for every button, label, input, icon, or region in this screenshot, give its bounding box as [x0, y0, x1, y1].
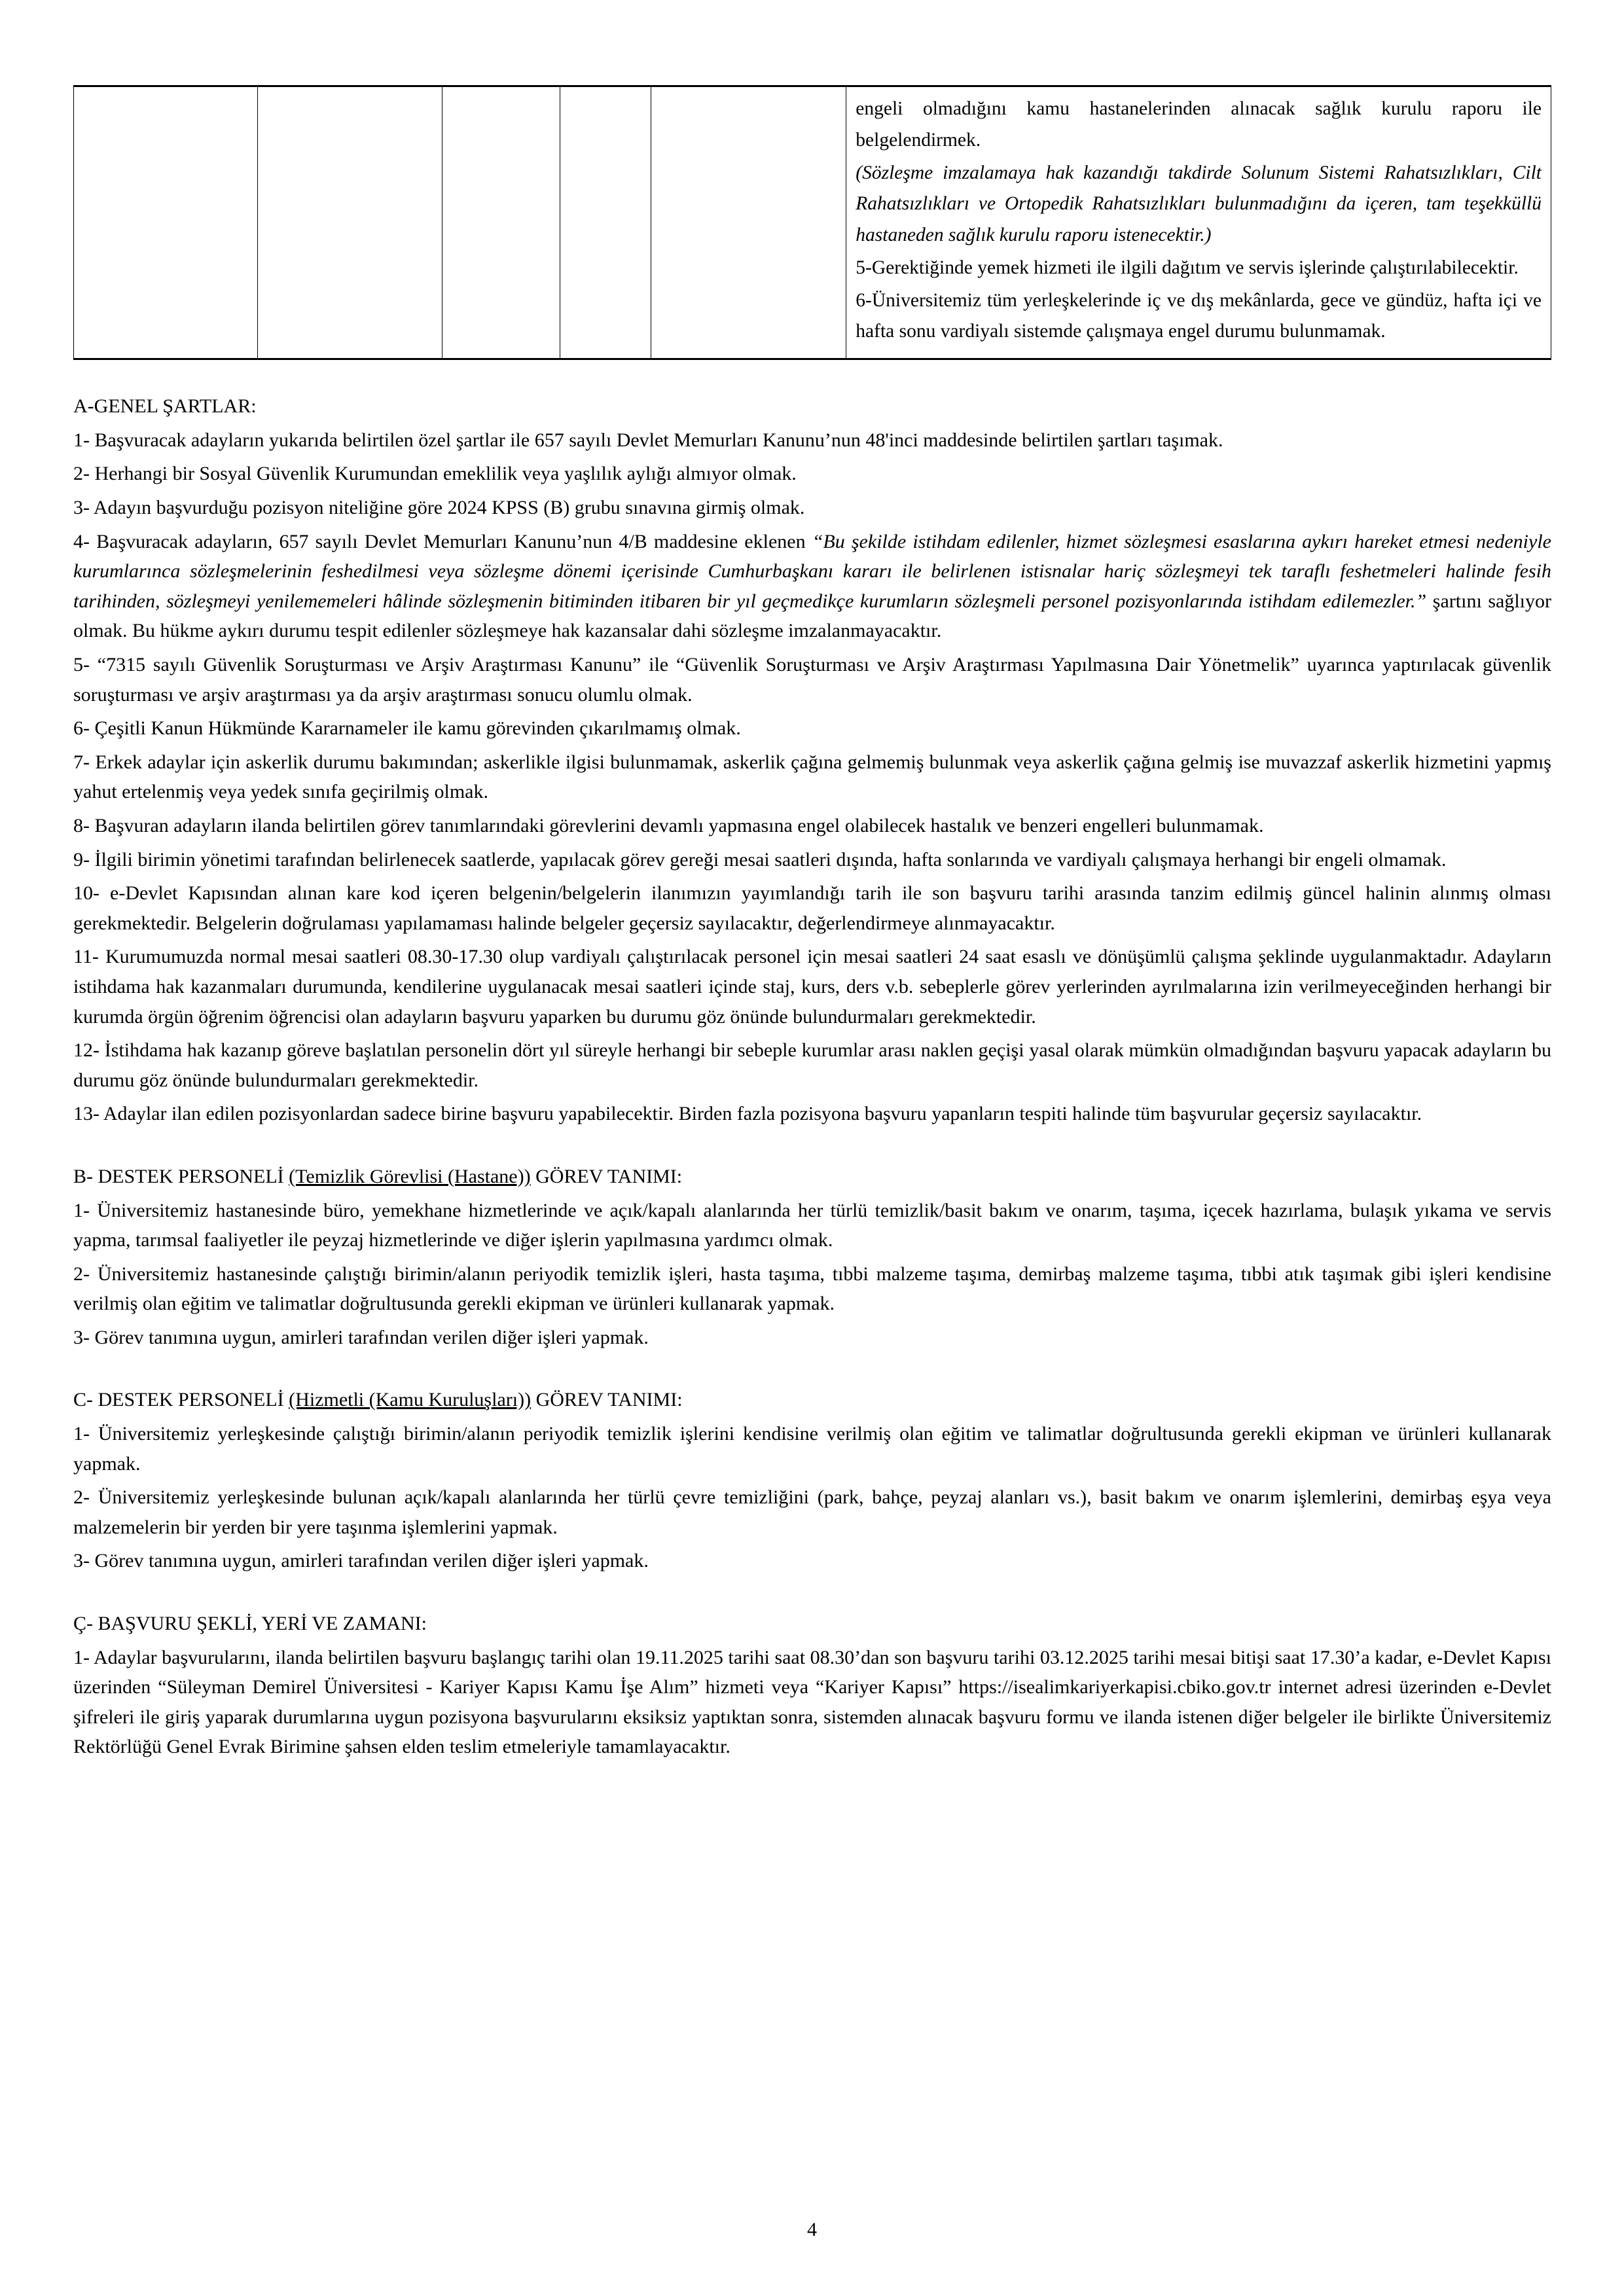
special-conditions-table — [73, 85, 1551, 360]
section-b-heading-underlined: (Temizlik Görevlisi (Hastane)) — [289, 1165, 531, 1187]
section-c-cedilla-heading: Ç- BAŞVURU ŞEKLİ, YERİ VE ZAMANI: — [73, 1613, 427, 1635]
page-number: 4 — [807, 2219, 817, 2240]
section-c-item-2: 2- Üniversitemiz yerleşkesinde bulunan açık/kapalı alanlarında her türlü çevre temizliğini (park, bahçe, peyzaj alanları vs.), basit bakım ve onarım işlemlerini, demirbaş eşya veya malzemelerin bir yerden bir yere taşınma işlemlerini yapmak. — [73, 1486, 1551, 1538]
section-b-item-2: 2- Üniversitemiz hastanesinde çalıştığı birimin/alanın periyodik temizlik işleri, hasta taşıma, tıbbi malzeme taşıma, demirbaş malzeme taşıma, tıbbi atık taşımak gibi işleri kendisine verilmiş olan eğitim ve talimatlar doğrultusunda gerekli ekipman ve ürünleri kullanarak yapmak. — [73, 1263, 1551, 1315]
table-cell-paragraph-2: (Sözleşme imzalamaya hak kazandığı takdirde Solunum Sistemi Rahatsızlıkları, Cilt Rahatsızlıkları ve Ortopedik Rahatsızlıkları bulunmadığını da içeren, tam teşekküllü hastaneden sağlık kurulu raporu istenecektir.) — [856, 162, 1542, 246]
section-b-heading — [73, 1162, 1551, 1192]
section-a-item-8: 8- Başvuran adayların ilanda belirtilen görev tanımlarındaki görevlerini devamlı yapmasına engel olabilecek hastalık ve benzeri engelleri bulunmamak. — [73, 814, 1264, 836]
table-cell-col4 — [560, 86, 651, 359]
section-c-item-3: 3- Görev tanımına uygun, amirleri tarafından verilen diğer işleri yapmak. — [73, 1550, 649, 1572]
table-cell-paragraph-1: engeli olmadığını kamu hastanelerinden alınacak sağlık kurulu raporu ile belgelendirmek. — [856, 98, 1542, 151]
page-content — [73, 85, 1551, 1766]
section-a-item-4-quote: “Bu şekilde istihdam edilenler, hizmet sözleşmesi esaslarına aykırı hareket etmesi nedeniyle kurumlarınca sözleşmelerinin feshedilmesi veya sözleşme dönemi içerisinde Cumhurbaşkanı kararı ile belirlenen istisnalar hariç sözleşmeyi tek taraflı feshetmeleri halinde fesih tarihinden, sözleşmeyi yenilememeleri hâlinde sözleşmenin bitiminden itibaren bir yıl geçmedikçe kurumların sözleşmeli personel pozisyonlarında istihdam edilemezler.” — [73, 530, 1551, 612]
section-b-heading-prefix: B- DESTEK PERSONELİ — [73, 1165, 289, 1187]
section-a-item-4-prefix: 4- Başvuracak adayların, 657 sayılı Devlet Memurları Kanunu’nun 4/B maddesine eklenen — [73, 530, 812, 552]
section-a-item-9: 9- İlgili birimin yönetimi tarafından belirlenecek saatlerde, yapılacak görev gereği mesai saatleri dışında, hafta sonlarında ve vardiyalı çalışmaya herhangi bir engeli olmamak. — [73, 848, 1447, 870]
section-c-heading — [73, 1385, 1551, 1415]
table-cell-paragraph-4: 6-Üniversitemiz tüm yerleşkelerinde iç ve dış mekânlarda, gece ve gündüz, hafta içi ve hafta sonu vardiyalı sistemde çalışmaya engel durumu bulunmamak. — [856, 289, 1542, 342]
section-c-cedilla-item-1: 1- Adaylar başvurularını, ilanda belirtilen başvuru başlangıç tarihi olan 19.11.2025 tarihi saat 08.30’dan son başvuru tarihi 03.12.2025 tarihi mesai bitişi saat 17.30’a kadar, e-Devlet Kapısı üzerinden “Süleyman Demirel Üniversitesi - Kariyer Kapısı Kamu İşe Alım” hizmeti veya “Kariyer Kapısı” https://isealimkariyerkapisi.cbiko.gov.tr internet adresi üzerinden e-Devlet şifreleri ile giriş yaparak durumlarına uygun pozisyona başvurularını eksiksiz yaptıktan sonra, sistemden alınacak başvuru formu ve ilanda istenen diğer belgeler ile birlikte Üniversitemiz Rektörlüğü Genel Evrak Birimine şahsen elden teslim etmeleriyle tamamlayacaktır. — [73, 1646, 1551, 1758]
section-b-heading-suffix: GÖREV TANIMI: — [530, 1165, 683, 1187]
section-a-item-7: 7- Erkek adaylar için askerlik durumu bakımından; askerlikle ilgisi bulunmamak, askerlik çağına gelmemiş bulunmak veya askerlik çağına gelmiş ise muvazzaf askerlik hizmetini yapmış yahut ertelenmiş veya yedek sınıfa geçirilmiş olmak. — [73, 751, 1551, 803]
spacer-before-section-c-cedilla — [73, 1580, 1551, 1609]
section-a-item-5: 5- “7315 sayılı Güvenlik Soruşturması ve Arşiv Araştırması Kanunu” ile “Güvenlik Soruşturması ve Arşiv Araştırması Yapılmasına Dair Yönetmelik” uyarınca yaptırılacak güvenlik soruşturması ve arşiv araştırması ya da arşiv araştırması sonucu olumlu olmak. — [73, 654, 1551, 706]
table-cell-special-conditions — [846, 86, 1551, 359]
section-a-item-1: 1- Başvuracak adayların yukarıda belirtilen özel şartlar ile 657 sayılı Devlet Memurları Kanunu’nun 48'inci maddesinde belirtilen şartları taşımak. — [73, 429, 1223, 451]
section-b-item-3: 3- Görev tanımına uygun, amirleri tarafından verilen diğer işleri yapmak. — [73, 1326, 649, 1348]
section-c-heading-prefix: C- DESTEK PERSONELİ — [73, 1389, 289, 1411]
section-a-item-4-suffix: şartını sağlıyor olmak. Bu hükme aykırı durumu tespit edilenler sözleşmeye hak kazansalar dahi sözleşme imzalanmayacaktır. — [73, 590, 1552, 642]
table-cell-col2 — [258, 86, 442, 359]
section-a-item-2: 2- Herhangi bir Sosyal Güvenlik Kurumundan emeklilik veya yaşlılık aylığı almıyor olmak. — [73, 463, 797, 485]
table-cell-paragraph-3: 5-Gerektiğinde yemek hizmeti ile ilgili dağıtım ve servis işlerinde çalıştırılabilecektir. — [856, 257, 1519, 278]
section-c-heading-underlined: (Hizmetli (Kamu Kuruluşları)) — [289, 1389, 532, 1411]
table-row — [74, 86, 1551, 359]
document-body — [73, 391, 1551, 1762]
section-a-item-3: 3- Adayın başvurduğu pozisyon niteliğine göre 2024 KPSS (B) grubu sınavına girmiş olmak. — [73, 497, 805, 519]
section-a-item-11: 11- Kurumumuzda normal mesai saatleri 08.30-17.30 olup vardiyalı çalıştırılacak personel için mesai saatleri 24 saat esaslı ve dönüşümlü çalışma şeklinde uygulanmaktadır. Adayların istihdama hak kazanmaları durumunda, kendilerine uygulanacak mesai saatleri içinde staj, kurs, ders v.b. sebeplerle görev yerlerinden ayrılmalarına izin verilmeyeceğinden herhangi bir kurumda örgün öğrenim öğrencisi olan adayların başvuru yaparken bu durumu göz önünde bulundurmaları gerekmektedir. — [73, 946, 1551, 1028]
spacer-before-section-b — [73, 1133, 1551, 1162]
section-a-item-13: 13- Adaylar ilan edilen pozisyonlardan sadece birine başvuru yapabilecektir. Birden fazla pozisyona başvuru yapanların tespiti halinde tüm başvurular geçersiz sayılacaktır. — [73, 1103, 1422, 1125]
table-cell-col1 — [74, 86, 258, 359]
section-a-item-6: 6- Çeşitli Kanun Hükmünde Kararnameler ile kamu görevinden çıkarılmamış olmak. — [73, 717, 741, 740]
table-cell-col5 — [651, 86, 846, 359]
section-a-item-12: 12- İstihdama hak kazanıp göreve başlatılan personelin dört yıl süreyle herhangi bir sebeple kurumlar arası naklen geçişi yasal olarak mümkün olmadığından başvuru yapacak adayların bu durumu göz önünde bulundurmaları gerekmektedir. — [73, 1039, 1551, 1091]
spacer-before-section-c — [73, 1356, 1551, 1385]
section-a-item-4 — [73, 527, 1551, 646]
section-a-item-10: 10- e-Devlet Kapısından alınan kare kod içeren belgenin/belgelerin ilanımızın yayımlandığı tarih ile son başvuru tarihi arasında tanzim edilmiş güncel halinin alınmış olması gerekmektedir. Belgelerin doğrulaması yapılamaması halinde belgeler geçersiz sayılacaktır, değerlendirmeye alınmayacaktır. — [73, 882, 1551, 934]
table-cell-col3 — [442, 86, 560, 359]
section-c-item-1: 1- Üniversitemiz yerleşkesinde çalıştığı birimin/alanın periyodik temizlik işlerini kendisine verilmiş olan eğitim ve talimatlar doğrultusunda gerekli ekipman ve ürünleri kullanarak yapmak. — [73, 1423, 1551, 1475]
section-a-heading: A-GENEL ŞARTLAR: — [73, 395, 257, 418]
section-b-item-1: 1- Üniversitemiz hastanesinde büro, yemekhane hizmetlerinde ve açık/kapalı alanlarında her türlü temizlik/basit bakım ve onarım, taşıma, içecek hazırlama, bulaşık yıkama ve servis yapma, tarımsal faaliyetler ile peyzaj hizmetlerinde ve diğer işlerin yapılmasına yardımcı olmak. — [73, 1199, 1551, 1251]
section-c-heading-suffix: GÖREV TANIMI: — [531, 1389, 683, 1411]
